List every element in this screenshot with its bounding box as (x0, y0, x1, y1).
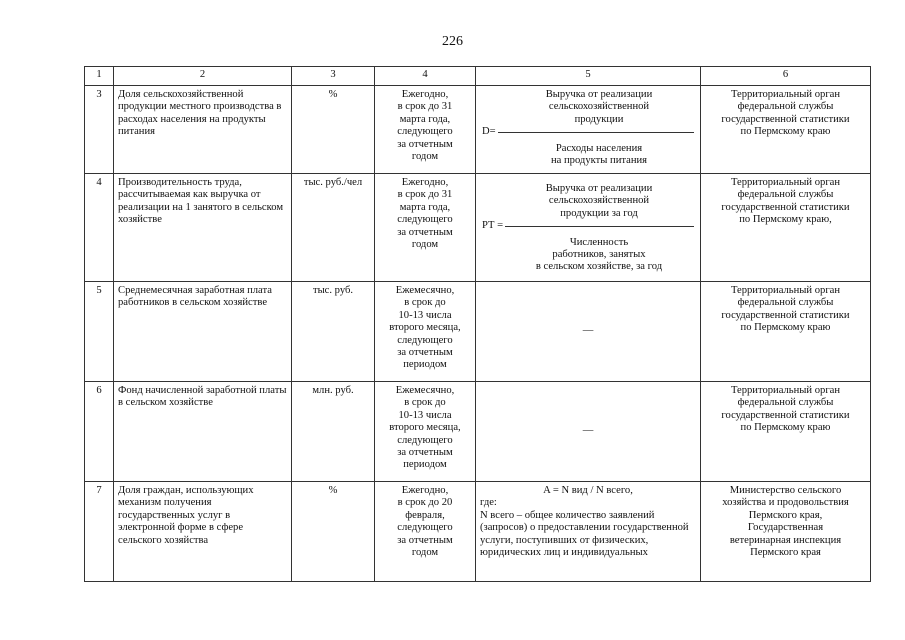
formula-dash: — (476, 282, 701, 382)
formula (482, 183, 694, 274)
formula-equation: A = N вид / N всего, (543, 485, 633, 496)
table-row (85, 282, 871, 382)
formula-lhs: D= (482, 126, 496, 138)
page-number: 226 (442, 34, 463, 49)
indicator-table (84, 66, 871, 582)
row-number: 3 (85, 86, 114, 174)
data-source: Территориальный орган федеральной службы государственной статистики по Пермскому краю (701, 282, 871, 382)
formula-where: где: (480, 497, 497, 509)
formula-line (482, 126, 694, 138)
header-cell: 4 (375, 67, 476, 86)
data-source: Министерство сельского хозяйства и продовольствия Пермского края, Государственная ветеринарная инспекция Пермского края (701, 482, 871, 582)
table-row (85, 174, 871, 282)
formula-cell (476, 482, 701, 582)
reporting-period: Ежемесячно, в срок до 10-13 числа второго месяца, следующего за отчетным периодом (375, 282, 476, 382)
formula-numerator: Выручка от реализации сельскохозяйственной продукции (545, 89, 653, 125)
unit: % (292, 482, 375, 582)
unit: % (292, 86, 375, 174)
indicator-name: Доля сельскохозяйственной продукции местного производства в расходах населения на продукты питания (114, 86, 292, 174)
data-source: Территориальный орган федеральной службы государственной статистики по Пермскому краю (701, 86, 871, 174)
header-cell: 1 (85, 67, 114, 86)
data-source: Территориальный орган федеральной службы государственной статистики по Пермскому краю (701, 382, 871, 482)
formula-numerator: Выручка от реализации сельскохозяйственной продукции за год (545, 183, 653, 219)
reporting-period: Ежемесячно, в срок до 10-13 числа второго месяца, следующего за отчетным периодом (375, 382, 476, 482)
indicator-name: Фонд начисленной заработной платы в сельском хозяйстве (114, 382, 292, 482)
fraction-bar (505, 226, 694, 227)
row-number: 7 (85, 482, 114, 582)
unit: тыс. руб. (292, 282, 375, 382)
row-number: 6 (85, 382, 114, 482)
header-cell: 2 (114, 67, 292, 86)
reporting-period: Ежегодно, в срок до 31 марта года, следующего за отчетным годом (375, 174, 476, 282)
formula-denominator: Численность работников, занятых в сельском хозяйстве, за год (535, 236, 663, 273)
reporting-period: Ежегодно, в срок до 31 марта года, следующего за отчетным годом (375, 86, 476, 174)
unit: млн. руб. (292, 382, 375, 482)
formula-lhs: РТ = (482, 220, 504, 232)
table-row (85, 482, 871, 582)
formula-description: N всего – общее количество заявлений (запросов) о предоставлении государственной услуги, поступивших от физических, юридических лиц и индивидуальных (480, 509, 689, 559)
table-header-row (85, 67, 871, 86)
header-cell: 5 (476, 67, 701, 86)
fraction-bar (498, 132, 694, 133)
formula-cell (476, 86, 701, 174)
formula-denominator: Расходы населения на продукты питания (550, 142, 648, 167)
formula-line (482, 220, 694, 232)
data-source: Территориальный орган федеральной службы государственной статистики по Пермскому краю, (701, 174, 871, 282)
indicator-name: Среднемесячная заработная плата работников в сельском хозяйстве (114, 282, 292, 382)
header-cell: 6 (701, 67, 871, 86)
unit: тыс. руб./чел (292, 174, 375, 282)
formula-dash: — (476, 382, 701, 482)
formula (482, 89, 694, 167)
indicator-name: Производительность труда, рассчитываемая как выручка от реализации на 1 занятого в сельском хозяйстве (114, 174, 292, 282)
row-number: 4 (85, 174, 114, 282)
header-cell: 3 (292, 67, 375, 86)
row-number: 5 (85, 282, 114, 382)
formula-cell (476, 174, 701, 282)
table-row (85, 382, 871, 482)
reporting-period: Ежегодно, в срок до 20 февраля, следующего за отчетным годом (375, 482, 476, 582)
table-row (85, 86, 871, 174)
indicator-name: Доля граждан, использующих механизм получения государственных услуг в электронной форме в сфере сельского хозяйства (114, 482, 292, 582)
